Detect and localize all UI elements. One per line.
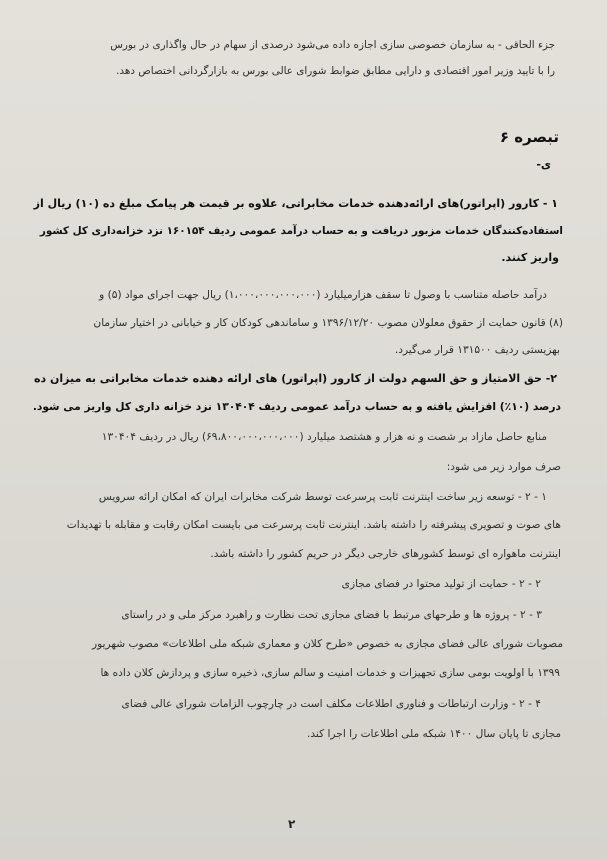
intro-line: جزء الحاقی - به سازمان خصوصی سازی اجازه داده می‌شود درصدی از سهام در حال واگذاری در بورس bbox=[110, 39, 555, 51]
item-1-line: استفاده‌کنندگان خدمات مزبور دریافت و به حساب درآمد عمومی ردیف ۱۶۰۱۵۴ نزد خزانه‌داری کل کشور bbox=[39, 225, 563, 237]
subitem-2-2: ۲ - ۲ - حمایت از تولید محتوا در فضای مجازی bbox=[341, 578, 541, 590]
subitem-2-4-line: ۴ - ۲ - وزارت ارتباطات و فناوری اطلاعات مکلف است در چارچوب الزامات شورای عالی فضای bbox=[121, 698, 541, 710]
section-subheading: ی- bbox=[536, 158, 551, 171]
subitem-2-1-line: ۱ - ۲ - توسعه زیر ساخت اینترنت ثابت پرسرعت توسط شرکت مخابرات ایران که امکان ارائه سرویس bbox=[98, 491, 547, 503]
item-1-line: ۱ - کارور (اپراتور)های ارائه‌دهنده خدمات مخابراتی، علاوه بر قیمت هر پیامک مبلغ ده (۱۰) ریال از bbox=[33, 197, 558, 210]
subitem-2-3-line: ۱۳۹۹ با اولویت بومی سازی تجهیزات و خدمات امنیت و سالم سازی، ذخیره سازی و پردازش کلان داده ها bbox=[100, 667, 560, 679]
item-2-line: ۲- حق الامتیاز و حق السهم دولت از کارور (اپراتور) های ارائه دهنده خدمات مخابراتی به میزان ده bbox=[34, 372, 557, 385]
item-2-line: درصد (۱۰٪) افزایش یافته و به حساب درآمد عمومی ردیف ۱۳۰۴۰۴ نزد خزانه داری کل واریز می شود. bbox=[32, 400, 561, 413]
section-heading: تبصره ۶ bbox=[499, 128, 559, 146]
intro-line: را با تایید وزیر امور اقتصادی و دارایی مطابق ضوابط شورای عالی بورس به بازارگردانی اختصاص دهد. bbox=[116, 65, 555, 77]
paragraph-1-line: بهزیستی ردیف ۱۳۱۵۰۰ قرار می‌گیرد. bbox=[394, 344, 560, 356]
paragraph-1-line: درآمد حاصله متناسب با وصول تا سقف هزارمیلیارد (۱،۰۰۰،۰۰۰،۰۰۰،۰۰۰) ریال جهت اجرای مواد (۵) و bbox=[99, 289, 547, 301]
subitem-2-1-line: های صوت و تصویری پیشرفته را داشته باشد. اینترنت ثابت پرسرعت می بایست امکان رقابت و مقابله با تهدیدات bbox=[66, 519, 561, 531]
page-number: ۲ bbox=[288, 817, 296, 831]
paragraph-1-line: (۸) قانون حمایت از حقوق معلولان مصوب ۱۳۹۶/۱۲/۲۰ و ساماندهی کودکان کار و خیابانی در اختیار سازمان bbox=[93, 317, 563, 329]
subitem-2-3-line: ۳ - ۲ - پروژه ها و طرحهای مرتبط با فضای مجازی تحت نظارت و راهبرد مرکز ملی و در راستای bbox=[121, 609, 542, 621]
subitem-2-1-line: اینترنت ماهواره ای توسط کشورهای خارجی دیگر در حریم کشور را داشته باشد. bbox=[210, 548, 561, 560]
item-1-line: واریز کنند. bbox=[501, 251, 559, 264]
subitem-2-3-line: مصوبات شورای عالی فضای مجازی به خصوص «طرح کلان و معماری شبکه ملی اطلاعات» مصوب شهریور bbox=[91, 638, 563, 650]
paragraph-2-line: صرف موارد زیر می شود: bbox=[446, 461, 561, 473]
subitem-2-4-line: مجازی تا پایان سال ۱۴۰۰ شبکه ملی اطلاعات را اجرا کند. bbox=[306, 728, 561, 740]
paragraph-2-line: منابع حاصل مازاد بر شصت و نه هزار و هشتصد میلیارد (۶۹،۸۰۰،۰۰۰،۰۰۰،۰۰۰) ریال در ردیف ۱۳۰۴۰۴ bbox=[101, 431, 547, 443]
